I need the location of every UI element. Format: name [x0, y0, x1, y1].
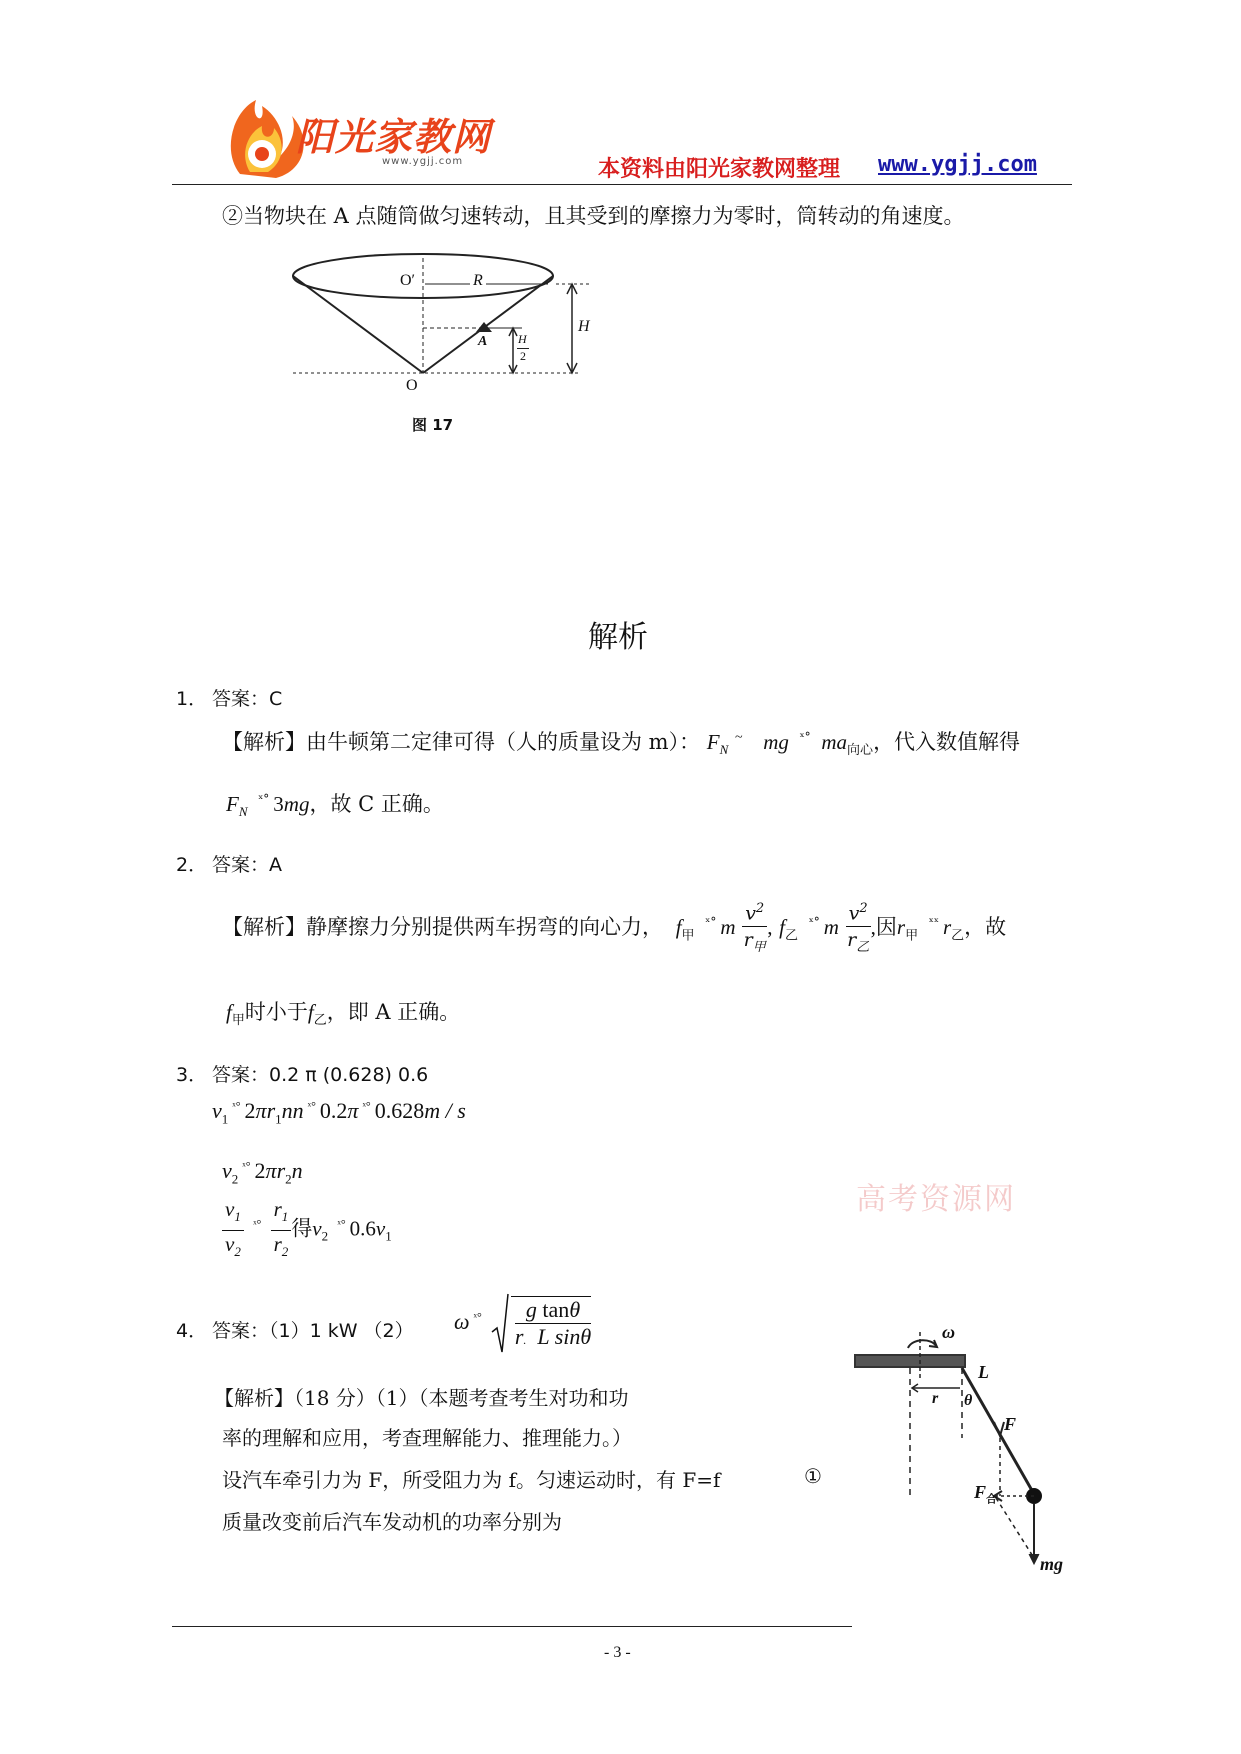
answer-4-analysis-2: 率的理解和应用，考查理解能力、推理能力。）	[222, 1426, 632, 1450]
answer-2-label: 答案：A	[212, 854, 282, 876]
answer-3-eq2: $v_2^{ˣ^\circ}$ $2\pi r_2n$	[222, 1158, 303, 1187]
pendulum-mg: mg	[1040, 1554, 1064, 1574]
formula-sym: ˣ°	[799, 730, 811, 744]
answer-4-formula: ω $^{ˣ^\circ}$ $\frac{\text{g tanθ}}{\text{r. L sinθ}}$	[454, 1292, 591, 1356]
banner-link[interactable]: www.ygjj.com	[878, 152, 1037, 177]
answer-1-analysis: 【解析】由牛顿第二定律可得（人的质量设为 m）： $F_N$ ~ mg $^{ˣ^\circ}$ $ma_{向心}$，代入数值解得	[222, 730, 1021, 759]
page-number: - 3 -	[604, 1644, 631, 1661]
banner-text: 本资料由阳光家教网整理	[598, 157, 841, 182]
pendulum-figure	[850, 1318, 1090, 1588]
fig-label-R: R	[470, 272, 486, 290]
analysis-tag: 【解析】	[222, 730, 306, 754]
answer-4-analysis-4: 质量改变前后汽车发动机的功率分别为	[222, 1510, 562, 1534]
header-rule	[172, 184, 1072, 185]
result-text: ，故 C 正确。	[309, 792, 444, 816]
analysis-text: 由牛顿第二定律可得（人的质量设为 m）：	[306, 730, 701, 754]
figure-17	[290, 238, 610, 438]
footer-rule	[172, 1626, 852, 1627]
answer-1-result: $F_N$ $^{ˣ^\circ}$ 3mg，故 C 正确。	[226, 792, 444, 820]
pendulum-r: r	[932, 1390, 939, 1407]
fig-label-O-top: O′	[400, 272, 416, 289]
pendulum-L: L	[978, 1362, 989, 1382]
pendulum-F-he: $F_合$	[974, 1482, 998, 1506]
answer-4-number: 4．	[176, 1320, 208, 1342]
analysis-tag: 【解析】	[222, 915, 306, 940]
answer-2-result: $f_甲$时小于$f_乙$，即 A 正确。	[226, 1000, 461, 1029]
fig-label-O: O	[406, 377, 418, 394]
answer-4-label: 答案：（1）1 kW （2）	[212, 1320, 414, 1342]
answer-3-eq3: $\frac{v_1}{v_2}$ $^{ˣ^\circ}$ $\frac{r_1}{r_2}$ 得$v_2$ $^{ˣ^\circ}$ $0.6v_1$	[222, 1196, 392, 1265]
answer-1-label: 答案：C	[212, 688, 283, 710]
answer-2-number: 2．	[176, 854, 208, 876]
logo-text: 阳光家教网	[296, 115, 492, 159]
watermark: 高考资源网	[856, 1182, 1016, 1217]
sqrt-icon	[491, 1292, 509, 1356]
fig-label-H-half-num: H	[518, 332, 527, 346]
pendulum-F: F	[1004, 1414, 1017, 1434]
formula-fn: $F_N$	[706, 730, 729, 758]
fig-label-H: H	[578, 318, 590, 335]
answer-3-number: 3．	[176, 1064, 208, 1086]
analysis-text: 静摩擦力分别提供两车拐弯的向心力，	[306, 915, 663, 940]
answer-4-analysis-3: 设汽车牵引力为 F，所受阻力为 f。匀速运动时，有 F=f	[222, 1468, 721, 1492]
pendulum-theta: θ	[964, 1392, 973, 1409]
answer-4-circle-1: ①	[804, 1464, 822, 1488]
fig-label-H-half-den: 2	[520, 349, 526, 363]
question-text: ②当物块在 A 点随筒做匀速转动，且其受到的摩擦力为零时，筒转动的角速度。	[222, 204, 965, 228]
section-title: 解析	[588, 620, 648, 655]
fig-caption: 图 17	[412, 416, 454, 434]
answer-1-number: 1．	[176, 688, 208, 710]
answer-3-label: 答案：0.2 π (0.628) 0.6	[212, 1064, 429, 1086]
answer-2-analysis: 【解析】静摩擦力分别提供两车拐弯的向心力， $f_甲$ $^{ˣ^\circ}$ m $\frac{v^2}{r_甲}$ , $f_乙$ $^{ˣ^\circ}$ m $\frac{v^2}{r_乙}$ ,因$r_甲$ $^{ˣˣ}$ $r_乙$，故	[222, 896, 1006, 961]
pendulum-omega: ω	[942, 1322, 956, 1342]
answer-4-analysis-1: 【解析】（18 分）（1）（本题考查考生对功和功	[214, 1386, 629, 1410]
logo-url: www.ygjj.com	[382, 156, 464, 167]
answer-3-eq1: $v_1^{ˣ^\circ}$ $2\pi r_1nn$ $^{ˣ^\circ}$ 0.2π $^{ˣ^\circ}$ 0.628m / s	[212, 1098, 466, 1127]
fig-label-A: A	[478, 334, 488, 349]
analysis-text-2: ，代入数值解得	[873, 730, 1021, 754]
